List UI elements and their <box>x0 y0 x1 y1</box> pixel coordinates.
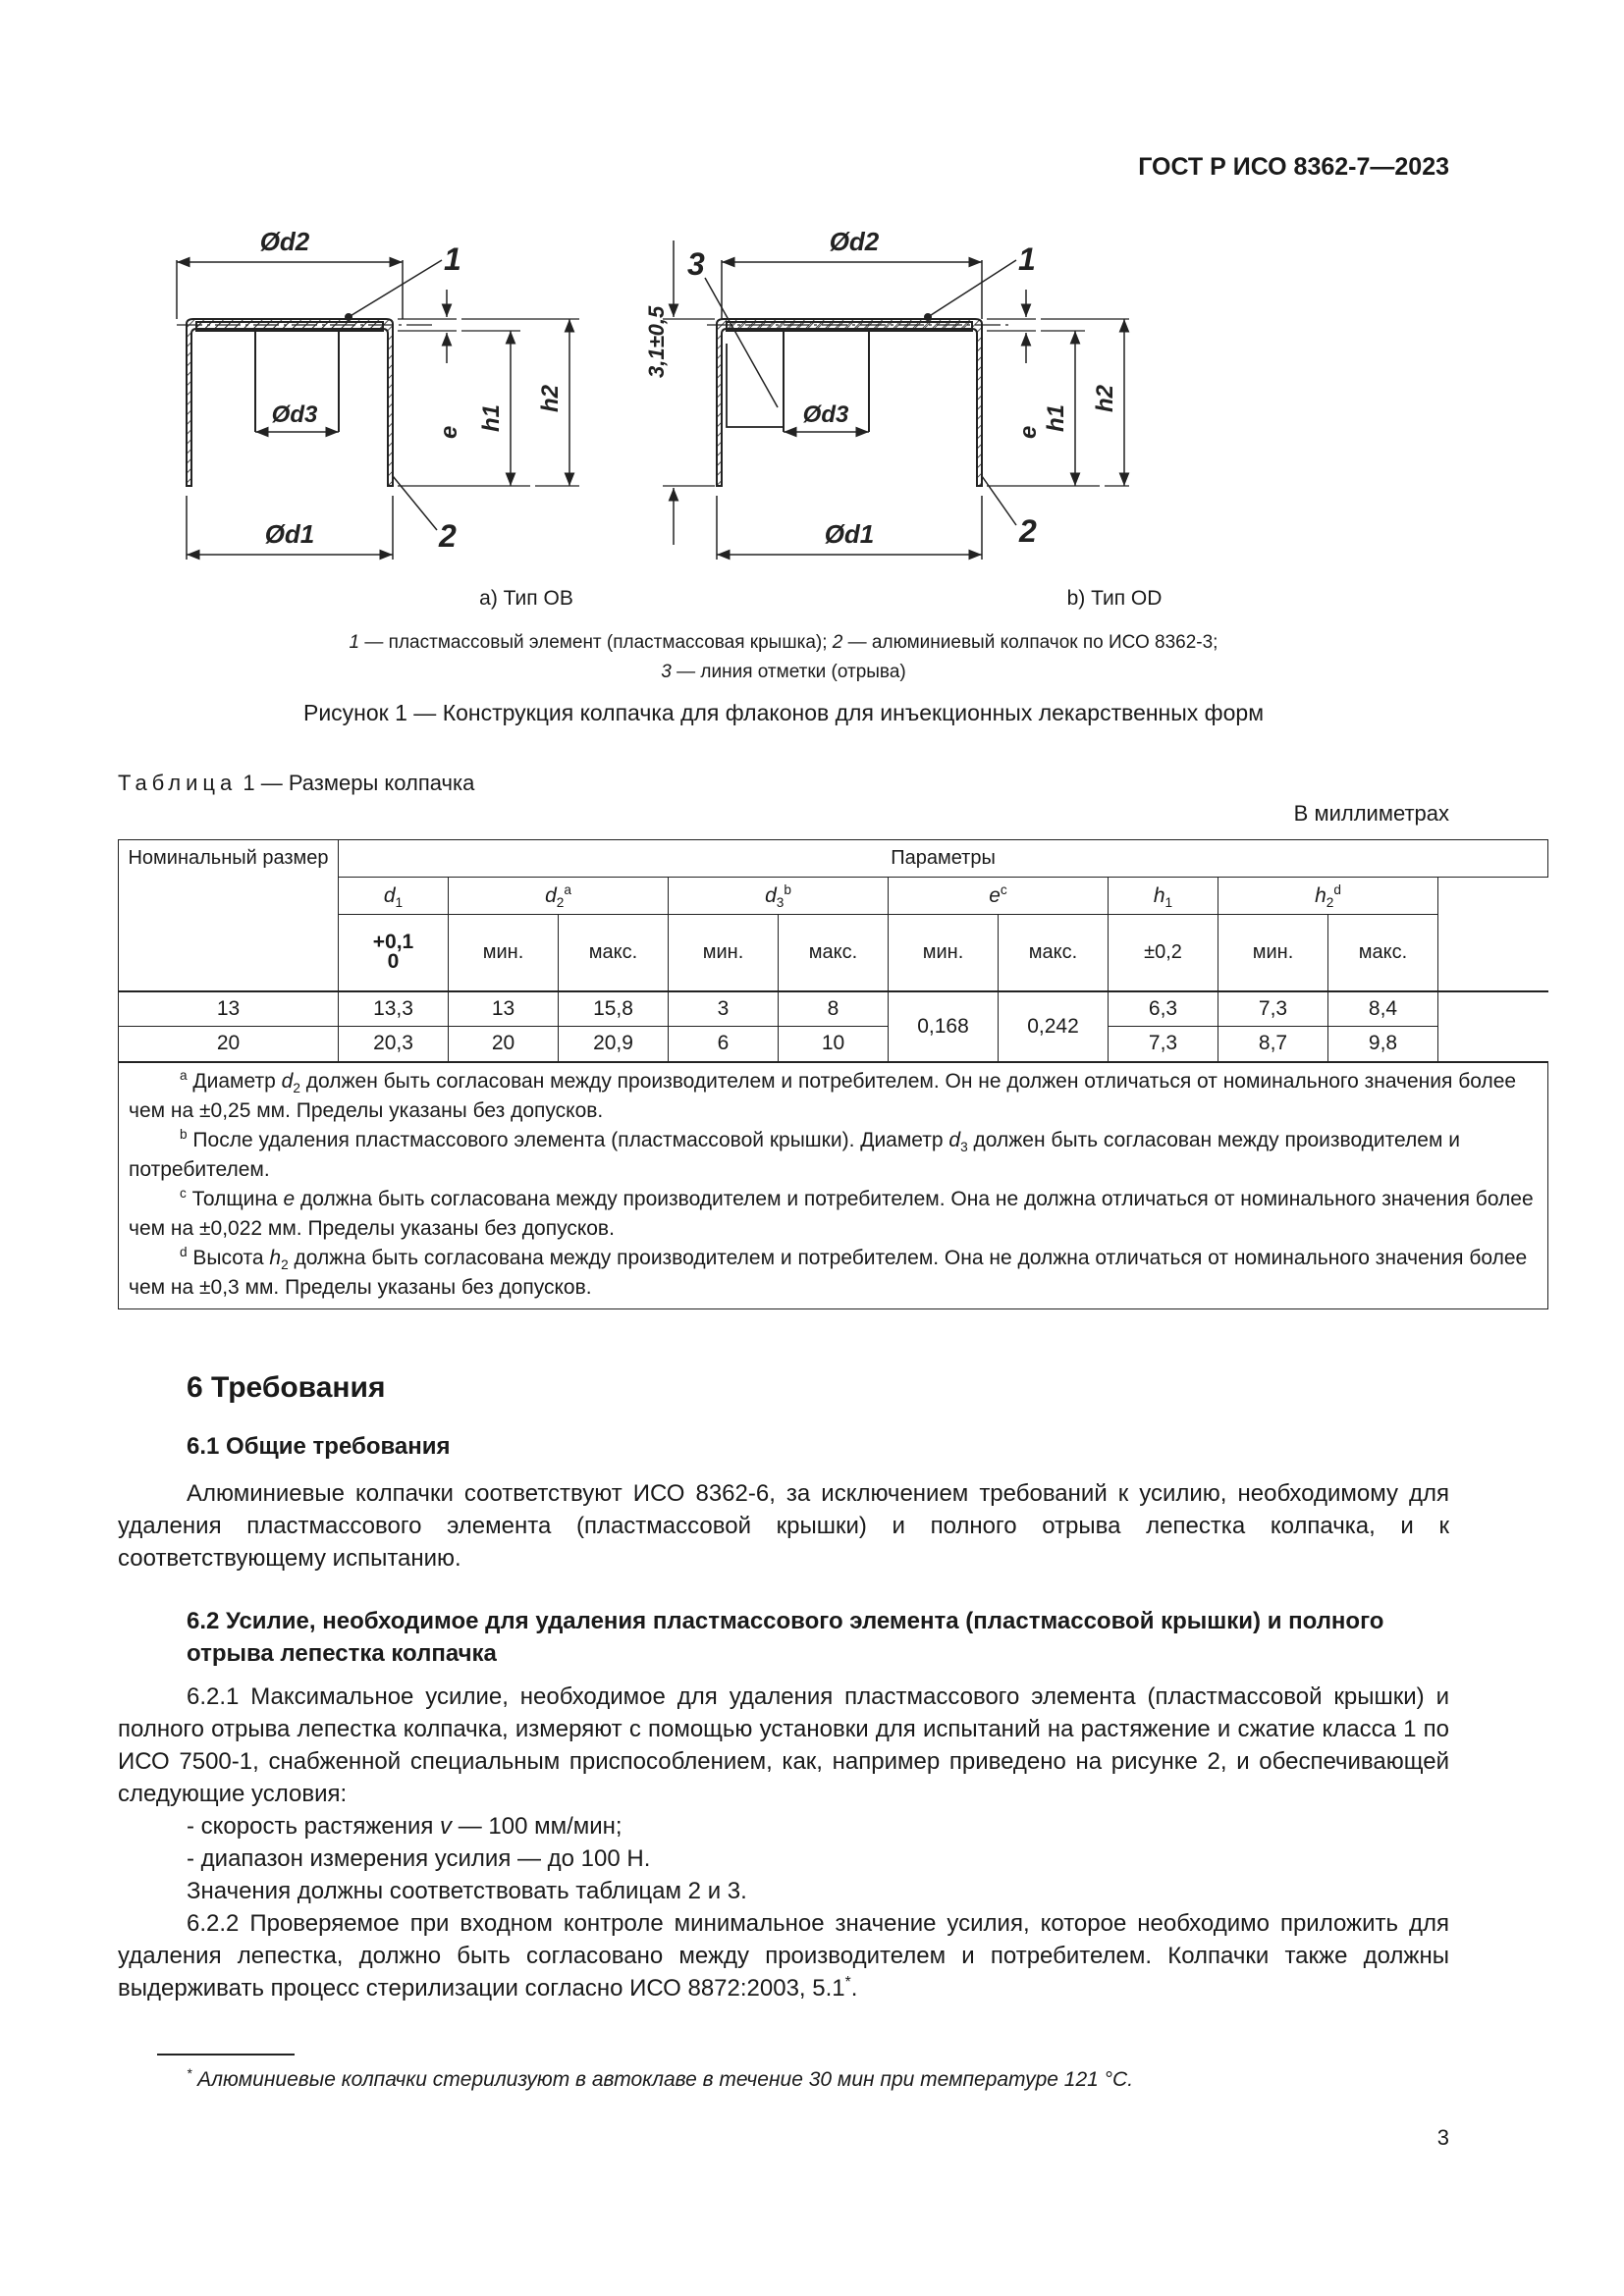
head-d2-sup: a <box>564 881 571 897</box>
tol-d1-bottom: 0 <box>387 950 400 974</box>
footnote-text: Алюминиевые колпачки стерилизуют в автоклаве в течение 30 мин при температуре 121 °С. <box>191 2068 1134 2091</box>
tol-d1-top: +0,1 <box>372 931 414 954</box>
cell-d2-min: 13 <box>449 991 559 1027</box>
head-e-max: макс. <box>999 915 1109 991</box>
head-h2-var: h <box>1315 883 1326 907</box>
head-nominal: Номинальный размер <box>119 840 339 991</box>
head-h2-max: макс. <box>1328 915 1438 991</box>
head-params: Параметры <box>339 840 1548 878</box>
table-caption <box>118 771 474 796</box>
head-e-var: e <box>989 883 1001 907</box>
footnote-divider <box>157 2054 295 2056</box>
label-e-ob: e <box>436 425 462 439</box>
note-d-var: h <box>269 1246 282 1269</box>
cell-d1: 13,3 <box>339 991 449 1027</box>
note-b-var: d <box>948 1128 961 1151</box>
cell-h1: 7,3 <box>1109 1027 1218 1062</box>
marker-1-od: 1 <box>1018 241 1036 277</box>
head-d2 <box>449 878 669 915</box>
label-h1-ob: h1 <box>478 403 505 432</box>
head-d3-min: мин. <box>669 915 779 991</box>
head-e <box>889 878 1109 915</box>
table-row <box>119 991 1548 1027</box>
head-e-min: мин. <box>889 915 999 991</box>
note-d-sub: 2 <box>281 1256 289 1272</box>
table-note-c <box>129 1185 1538 1244</box>
document-header: ГОСТ Р ИСО 8362-7—2023 <box>1138 153 1449 181</box>
drawing-type-ob <box>177 260 579 560</box>
drawing-type-ob-labels <box>260 227 564 554</box>
label-d3-od: Ød3 <box>802 401 849 428</box>
paragraph-6-2-2-end: . <box>850 1975 858 2002</box>
note-c-mark: c <box>180 1185 187 1201</box>
section-6-2-body <box>118 1681 1449 2004</box>
label-d1-od: Ød1 <box>824 519 875 549</box>
table-note-b <box>129 1126 1538 1185</box>
note-b-sub: 3 <box>960 1139 968 1154</box>
note-b-text: должен быть согласован между производителем и потребителем. <box>129 1128 1460 1181</box>
figure-title: Рисунок 1 — Конструкция колпачка для флаконов для инъекционных лекарственных форм <box>302 700 1265 725</box>
note-b-mark: b <box>180 1126 188 1142</box>
note-a-text: должен быть согласован между производителем и потребителем. Он не должен отличаться от номинального значения более чем на ±0,25 мм. Пределы указаны без допусков. <box>129 1069 1517 1122</box>
table-notes <box>119 1062 1548 1309</box>
subsection-title-6-1: 6.1 Общие требования <box>187 1433 451 1460</box>
cell-h2-max: 9,8 <box>1328 1027 1438 1062</box>
head-h2-min: мин. <box>1218 915 1328 991</box>
label-d3-ob: Ød3 <box>271 401 318 428</box>
list-item <box>118 1810 1449 1842</box>
label-e-od: e <box>1015 425 1042 439</box>
cell-h1: 6,3 <box>1109 991 1218 1027</box>
cell-e-min: 0,168 <box>889 991 999 1062</box>
head-d2-sub: 2 <box>556 894 565 910</box>
note-a-pre: Диаметр <box>187 1069 282 1093</box>
cell-h2-min: 7,3 <box>1218 991 1328 1027</box>
note-c-text: должна быть согласована между производителем и потребителем. Она не должна отличаться от номинального значения более чем на ±0,022 мм. Пределы указаны без допусков. <box>129 1187 1534 1240</box>
table-row <box>119 1027 1548 1062</box>
table-units: В миллиметрах <box>1293 801 1449 826</box>
note-d-pre: Высота <box>187 1246 270 1269</box>
head-h2 <box>1218 878 1438 915</box>
head-d2-var: d <box>545 883 557 907</box>
note-b-pre: После удаления пластмассового элемента (пластмассовой крышки). Диаметр <box>187 1128 949 1151</box>
cell-d2-min: 20 <box>449 1027 559 1062</box>
head-h1-sub: 1 <box>1164 894 1173 910</box>
head-d3-sup: b <box>784 881 791 897</box>
head-d2-max: макс. <box>559 915 669 991</box>
cell-d2-max: 20,9 <box>559 1027 669 1062</box>
cell-h2-min: 8,7 <box>1218 1027 1328 1062</box>
caption-type-ob: a) Тип OB <box>479 587 573 610</box>
head-d3-max: макс. <box>779 915 889 991</box>
legend-num-2: 2 <box>832 632 843 653</box>
paragraph-6-2-2-text: 6.2.2 Проверяемое при входном контроле минимальное значение усилия, которое необходимо приложить для удаления лепестка, должно быть согласовано между производителем и потребителем. Колпачки также должны выдерживать процесс стерилизации согласно ИСО 8872:2003, 5.1 <box>118 1910 1449 2002</box>
head-d1-var: d <box>383 883 396 907</box>
page-number: 3 <box>1436 2125 1449 2150</box>
note-d-text: должна быть согласована между производителем и потребителем. Она не должна отличаться от номинального значения более чем на ±0,3 мм. Пределы указаны без допусков. <box>129 1246 1528 1299</box>
cell-e-max: 0,242 <box>999 991 1109 1062</box>
note-d-mark: d <box>180 1244 188 1259</box>
marker-1-ob: 1 <box>444 241 461 277</box>
footnote-ref[interactable]: * <box>844 1974 851 1991</box>
drawing-type-od <box>663 240 1129 560</box>
legend-line-1 <box>118 628 1449 658</box>
marker-2-od: 2 <box>1019 513 1037 549</box>
figure-legend <box>118 628 1449 687</box>
tol-d1 <box>339 915 449 991</box>
table-caption-rest: 1 — Размеры колпачка <box>237 771 475 795</box>
label-d1-ob: Ød1 <box>264 519 315 549</box>
values-line: Значения должны соответствовать таблицам 2 и 3. <box>187 1878 747 1904</box>
head-d1 <box>339 878 449 915</box>
head-d3-var: d <box>765 883 777 907</box>
legend-num-1: 1 <box>349 632 360 653</box>
label-d2-ob: Ød2 <box>259 227 310 256</box>
cap-dimensions-table <box>118 839 1548 1309</box>
item1-var: v <box>440 1813 453 1840</box>
caption-type-od: b) Тип OD <box>1066 587 1163 610</box>
paragraph-6-2-2 <box>118 1907 1449 2004</box>
paragraph-6-2-1: 6.2.1 Максимальное усилие, необходимое для удаления пластмассового элемента (пластмассовой крышки) и полного отрыва лепестка колпачка, измеряют с помощью установки для испытаний на растяжение и сжатие класса 1 по ИСО 7500-1, снабженной специальным приспособлением, как, например приведено на рисунке 2, и обеспечивающей следующие условия: <box>118 1683 1449 1807</box>
head-d3-sub: 3 <box>776 894 785 910</box>
section-title: 6 Требования <box>187 1371 386 1404</box>
cell-nominal: 20 <box>119 1027 339 1062</box>
cell-d3-max: 10 <box>779 1027 889 1062</box>
cell-d3-min: 3 <box>669 991 779 1027</box>
table-caption-word: Таблица <box>118 771 238 795</box>
cell-d1: 20,3 <box>339 1027 449 1062</box>
cell-h2-max: 8,4 <box>1328 991 1438 1027</box>
item1-pre: - скорость растяжения <box>187 1813 441 1840</box>
head-h1-var: h <box>1153 883 1165 907</box>
cell-d3-min: 6 <box>669 1027 779 1062</box>
label-h2-od: h2 <box>1092 384 1118 412</box>
paragraph-6-1-text: Алюминиевые колпачки соответствуют ИСО 8362-6, за исключением требований к усилию, необходимому для удаления пластмассового элемента (пластмассовой крышки) и полного отрыва лепестка колпачка, и к соответствующему испытанию. <box>118 1480 1449 1572</box>
head-e-sup: c <box>1000 881 1007 897</box>
label-h2-ob: h2 <box>537 384 564 412</box>
footnote-mark: * <box>187 2066 192 2081</box>
legend-line-2 <box>118 658 1449 687</box>
head-h1-tol: ±0,2 <box>1109 915 1218 991</box>
table-note-a <box>129 1067 1538 1126</box>
footnote <box>187 2068 1133 2092</box>
subsection-title-6-2: 6.2 Усилие, необходимое для удаления пластмассового элемента (пластмассовой крышки) и полного отрыва лепестка колпачка <box>187 1608 1384 1667</box>
drawing-type-od-labels <box>644 227 1118 549</box>
note-a-var: d <box>281 1069 294 1093</box>
legend-text-2: — алюминиевый колпачок по ИСО 8362-3; <box>842 632 1218 653</box>
label-d2-od: Ød2 <box>829 227 880 256</box>
head-d1-sub: 1 <box>395 894 404 910</box>
head-d2-min: мин. <box>449 915 559 991</box>
marker-2-ob: 2 <box>439 518 457 554</box>
legend-text-1: — пластмассовый элемент (пластмассовая крышка); <box>359 632 833 653</box>
cell-nominal: 13 <box>119 991 339 1027</box>
marker-3-od: 3 <box>687 246 705 282</box>
item1-post: — 100 мм/мин; <box>452 1813 623 1840</box>
head-h1 <box>1109 878 1218 915</box>
head-d3 <box>669 878 889 915</box>
list-item: - диапазон измерения усилия — до 100 Н. <box>187 1845 651 1872</box>
figure-cap-drawings <box>118 211 1449 589</box>
label-tear-dim: 3,1±0,5 <box>644 305 669 378</box>
note-a-sub: 2 <box>293 1080 300 1095</box>
paragraph-6-1 <box>118 1477 1449 1575</box>
note-a-mark: a <box>180 1067 188 1083</box>
head-h2-sup: d <box>1333 881 1341 897</box>
label-h1-od: h1 <box>1043 403 1069 432</box>
legend-num-3: 3 <box>661 662 672 682</box>
legend-text-3: — линия отметки (отрыва) <box>671 662 906 682</box>
head-h2-sub: 2 <box>1326 894 1334 910</box>
cell-d2-max: 15,8 <box>559 991 669 1027</box>
cell-d3-max: 8 <box>779 991 889 1027</box>
note-c-pre: Толщина <box>186 1187 284 1210</box>
table-note-d <box>129 1244 1538 1303</box>
note-c-var: e <box>283 1187 296 1210</box>
